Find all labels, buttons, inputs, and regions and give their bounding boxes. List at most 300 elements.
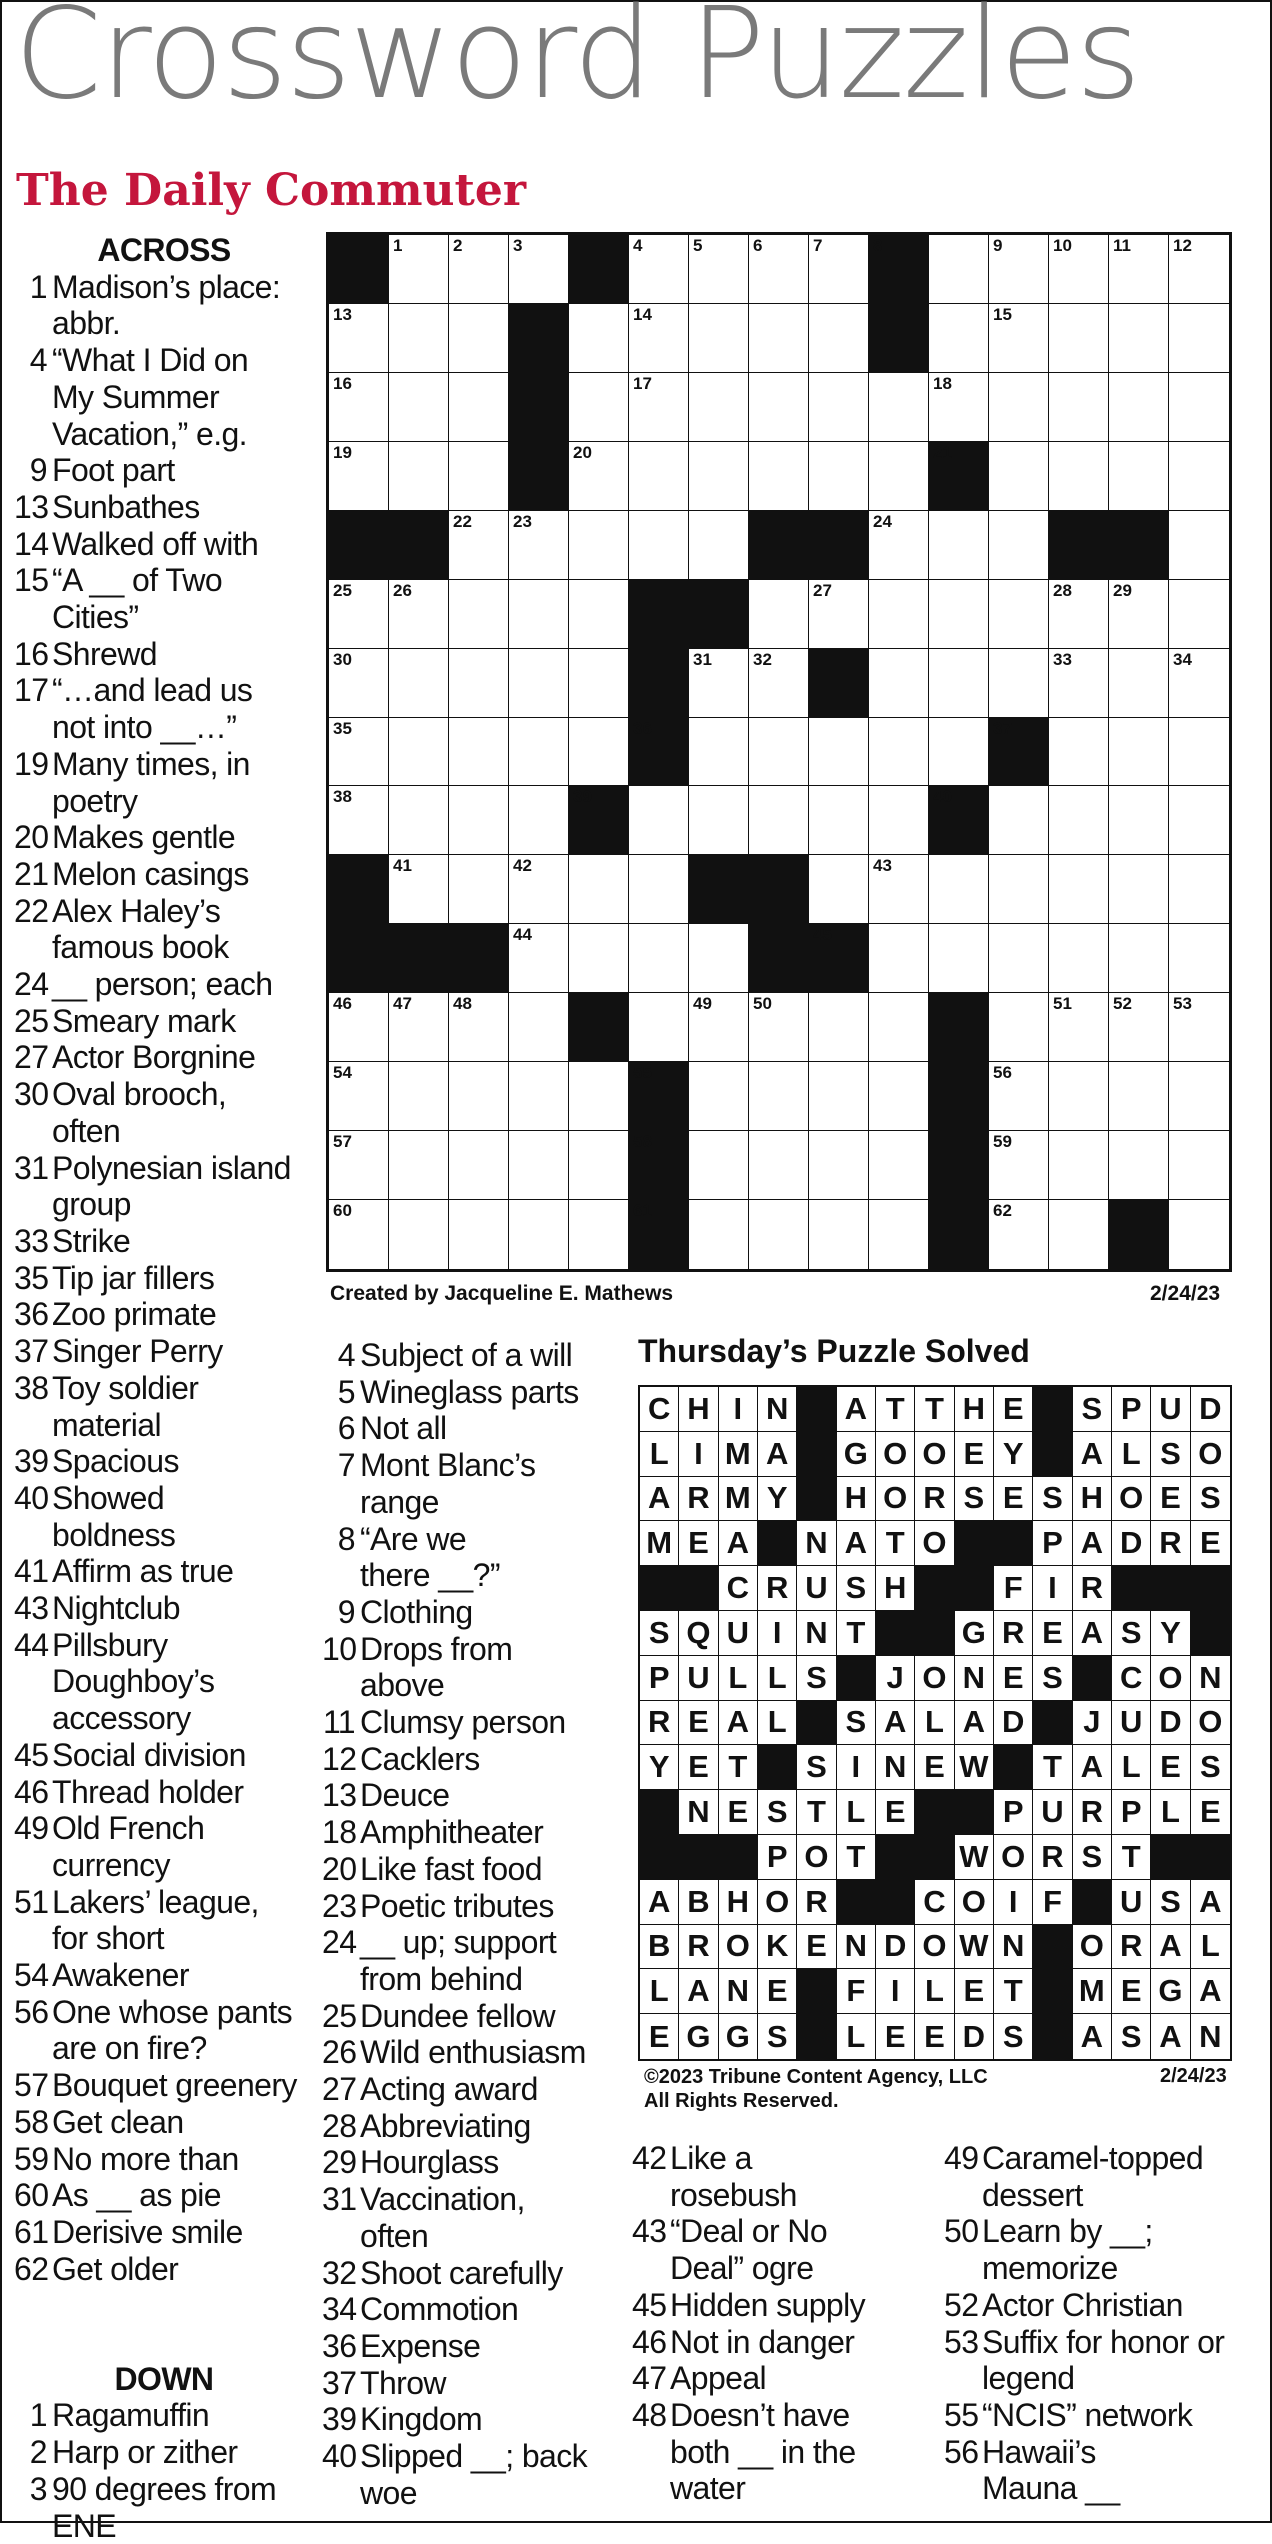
grid-cell[interactable] <box>1169 511 1229 580</box>
grid-cell[interactable] <box>929 718 989 787</box>
across-list <box>14 269 314 2288</box>
solution-letter: S <box>994 2014 1033 2059</box>
grid-cell[interactable] <box>929 511 989 580</box>
clue-text-line: Dundee fellow <box>360 1997 555 2034</box>
grid-cell[interactable] <box>809 1062 869 1131</box>
grid-cell[interactable] <box>449 855 509 924</box>
solution-letter: S <box>1033 1656 1072 1701</box>
solution-letter: O <box>797 1835 836 1880</box>
clue-number: 60 <box>14 2177 49 2214</box>
grid-cell[interactable] <box>869 786 929 855</box>
solution-letter: A <box>1073 2014 1112 2059</box>
grid-cell[interactable] <box>1049 304 1109 373</box>
grid-cell[interactable] <box>449 1200 509 1269</box>
grid-cell[interactable] <box>509 235 569 304</box>
grid-cell[interactable] <box>1049 1131 1109 1200</box>
grid-cell[interactable] <box>1049 786 1109 855</box>
grid-cell[interactable] <box>1049 442 1109 511</box>
clue-item <box>322 1337 622 1374</box>
grid-cell[interactable] <box>569 649 629 718</box>
clue-text-line: Hourglass <box>360 2144 499 2181</box>
grid-cell[interactable] <box>1109 235 1169 304</box>
grid-cell[interactable] <box>629 442 689 511</box>
grid-cell[interactable] <box>329 786 389 855</box>
grid-cell[interactable] <box>1109 304 1169 373</box>
clue-number: 18 <box>322 1814 357 1851</box>
grid-cell[interactable] <box>1109 373 1169 442</box>
grid-cell[interactable] <box>1109 855 1169 924</box>
grid-cell[interactable] <box>869 1062 929 1131</box>
grid-cell[interactable] <box>1169 718 1229 787</box>
grid-cell[interactable] <box>569 373 629 442</box>
grid-cell[interactable] <box>509 649 569 718</box>
grid-cell[interactable] <box>629 993 689 1062</box>
grid-cell[interactable] <box>509 718 569 787</box>
clue-text-line: for short <box>52 1920 164 1957</box>
solution-letter: L <box>837 1790 876 1835</box>
cell-number: 38 <box>333 787 352 807</box>
grid-cell[interactable] <box>749 718 809 787</box>
grid-cell[interactable] <box>509 924 569 993</box>
grid-cell[interactable] <box>989 855 1049 924</box>
grid-cell[interactable] <box>329 1062 389 1131</box>
grid-cell[interactable] <box>1109 1131 1169 1200</box>
grid-block-cell <box>629 1131 689 1200</box>
grid-cell[interactable] <box>689 235 749 304</box>
clue-item <box>14 269 314 342</box>
clue-number: 49 <box>944 2140 979 2176</box>
grid-cell[interactable] <box>929 235 989 304</box>
grid-cell[interactable] <box>749 993 809 1062</box>
grid-cell[interactable] <box>389 442 449 511</box>
clue-item <box>14 672 314 745</box>
grid-cell[interactable] <box>389 1131 449 1200</box>
solution-letter: A <box>955 1701 994 1746</box>
clue-text-line: Not all <box>360 1410 447 1447</box>
grid-cell[interactable] <box>1049 1200 1109 1269</box>
grid-cell[interactable] <box>689 1062 749 1131</box>
grid-block-cell <box>629 649 689 718</box>
grid-cell[interactable] <box>989 304 1049 373</box>
page-title: Crossword Puzzles <box>14 0 1140 127</box>
solution-block-cell <box>797 1701 836 1746</box>
grid-cell[interactable] <box>1169 235 1229 304</box>
grid-cell[interactable] <box>989 993 1049 1062</box>
grid-block-cell <box>1109 511 1169 580</box>
clue-text-line: Caramel-topped <box>982 2140 1204 2176</box>
grid-cell[interactable] <box>329 442 389 511</box>
solution-block-cell <box>994 1745 1033 1790</box>
grid-cell[interactable] <box>1049 855 1109 924</box>
clue-item <box>14 2067 314 2104</box>
grid-cell[interactable] <box>449 1131 509 1200</box>
grid-cell[interactable] <box>1049 235 1109 304</box>
solution-letter: E <box>994 1656 1033 1701</box>
grid-cell[interactable] <box>749 649 809 718</box>
solution-letter: L <box>719 1656 758 1701</box>
clue-text-line: Subject of a will <box>360 1337 573 1373</box>
solution-letter: P <box>994 1790 1033 1835</box>
grid-cell[interactable] <box>929 580 989 649</box>
cell-number: 36 <box>633 718 652 738</box>
grid-cell[interactable] <box>749 235 809 304</box>
solution-letter: A <box>1151 2014 1190 2059</box>
grid-cell[interactable] <box>569 855 629 924</box>
grid-cell[interactable] <box>689 304 749 373</box>
grid-cell[interactable] <box>449 993 509 1062</box>
solution-block-cell <box>797 1477 836 1522</box>
grid-cell[interactable] <box>809 373 869 442</box>
grid-cell[interactable] <box>989 580 1049 649</box>
grid-cell[interactable] <box>1169 304 1229 373</box>
grid-cell[interactable] <box>629 373 689 442</box>
grid-cell[interactable] <box>689 786 749 855</box>
grid-cell[interactable] <box>869 1131 929 1200</box>
grid-cell[interactable] <box>629 304 689 373</box>
solution-letter: T <box>994 1969 1033 2014</box>
grid-cell[interactable] <box>809 993 869 1062</box>
solution-letter: A <box>837 1521 876 1566</box>
grid-cell[interactable] <box>749 1200 809 1269</box>
clue-item <box>14 452 314 489</box>
grid-cell[interactable] <box>509 1200 569 1269</box>
clue-text-line: from behind <box>360 1960 523 1997</box>
grid-cell[interactable] <box>809 304 869 373</box>
solution-letter: E <box>1112 1969 1151 2014</box>
grid-cell[interactable] <box>389 1200 449 1269</box>
cell-number: 57 <box>333 1132 352 1152</box>
clue-text-line: Spacious <box>52 1443 179 1480</box>
grid-cell[interactable] <box>509 1062 569 1131</box>
clue-text-line: currency <box>52 1846 170 1883</box>
grid-cell[interactable] <box>1169 649 1229 718</box>
solution-letter: R <box>679 1925 718 1970</box>
grid-cell[interactable] <box>449 304 509 373</box>
grid-cell[interactable] <box>569 442 629 511</box>
solution-letter: A <box>1073 1521 1112 1566</box>
grid-cell[interactable] <box>989 1131 1049 1200</box>
grid-cell[interactable] <box>1169 580 1229 649</box>
grid-cell[interactable] <box>1169 373 1229 442</box>
grid-cell[interactable] <box>1169 1200 1229 1269</box>
grid-cell[interactable] <box>1109 993 1169 1062</box>
grid-cell[interactable] <box>629 511 689 580</box>
grid-cell[interactable] <box>569 924 629 993</box>
solution-block-cell <box>797 2014 836 2059</box>
grid-cell[interactable] <box>869 442 929 511</box>
solution-letter: E <box>719 1790 758 1835</box>
clue-text-line: Actor Borgnine <box>52 1039 256 1076</box>
solution-letter: P <box>640 1656 679 1701</box>
solution-letter: R <box>1073 1790 1112 1835</box>
grid-cell[interactable] <box>809 442 869 511</box>
grid-cell[interactable] <box>569 1062 629 1131</box>
grid-cell[interactable] <box>989 373 1049 442</box>
grid-cell[interactable] <box>389 855 449 924</box>
grid-cell[interactable] <box>329 649 389 718</box>
clue-item <box>322 2144 622 2181</box>
clue-item <box>14 526 314 563</box>
clue-number: 55 <box>944 2396 979 2433</box>
grid-cell[interactable] <box>569 580 629 649</box>
clue-number: 27 <box>322 2071 357 2108</box>
solution-letter: A <box>758 1432 797 1477</box>
grid-cell[interactable] <box>749 304 809 373</box>
grid-cell[interactable] <box>749 1062 809 1131</box>
solution-block-cell <box>1033 1969 1072 2014</box>
grid-cell[interactable] <box>989 1200 1049 1269</box>
grid-cell[interactable] <box>449 1062 509 1131</box>
grid-cell[interactable] <box>1169 924 1229 993</box>
solution-letter: J <box>876 1656 915 1701</box>
grid-cell[interactable] <box>869 511 929 580</box>
grid-cell[interactable] <box>1049 993 1109 1062</box>
solution-letter: A <box>1073 1432 1112 1477</box>
grid-cell[interactable] <box>329 373 389 442</box>
grid-cell[interactable] <box>989 786 1049 855</box>
grid-cell[interactable] <box>1169 1131 1229 1200</box>
solution-letter: S <box>797 1656 836 1701</box>
grid-cell[interactable] <box>869 580 929 649</box>
clue-item <box>322 2365 622 2402</box>
grid-cell[interactable] <box>449 511 509 580</box>
clue-item <box>632 2397 942 2507</box>
grid-cell[interactable] <box>1049 649 1109 718</box>
grid-cell[interactable] <box>749 373 809 442</box>
grid-cell[interactable] <box>509 855 569 924</box>
clue-number: 62 <box>14 2250 49 2287</box>
cell-number: 9 <box>993 236 1003 255</box>
solution-letter: E <box>955 1969 994 2014</box>
grid-cell[interactable] <box>809 235 869 304</box>
solution-block-cell <box>640 1790 679 1835</box>
grid-cell[interactable] <box>869 993 929 1062</box>
grid-cell[interactable] <box>1109 442 1169 511</box>
grid-cell[interactable] <box>569 1131 629 1200</box>
grid-cell[interactable] <box>449 580 509 649</box>
grid-cell[interactable] <box>989 924 1049 993</box>
grid-cell[interactable] <box>329 304 389 373</box>
grid-cell[interactable] <box>929 304 989 373</box>
grid-cell[interactable] <box>389 373 449 442</box>
grid-cell[interactable] <box>329 1131 389 1200</box>
grid-cell[interactable] <box>329 718 389 787</box>
grid-cell[interactable] <box>629 786 689 855</box>
grid-cell[interactable] <box>689 511 749 580</box>
grid-cell[interactable] <box>1109 718 1169 787</box>
clue-text-line: Derisive smile <box>52 2213 243 2250</box>
grid-cell[interactable] <box>749 580 809 649</box>
grid-cell[interactable] <box>989 649 1049 718</box>
grid-cell[interactable] <box>989 511 1049 580</box>
grid-cell[interactable] <box>689 373 749 442</box>
grid-cell[interactable] <box>929 373 989 442</box>
grid-cell[interactable] <box>629 855 689 924</box>
clue-text-line: Lakers’ league, <box>52 1883 259 1920</box>
grid-cell[interactable] <box>689 442 749 511</box>
grid-cell[interactable] <box>869 649 929 718</box>
clue-text-line: Tip jar fillers <box>52 1259 215 1296</box>
grid-cell[interactable] <box>389 718 449 787</box>
grid-cell[interactable] <box>1169 442 1229 511</box>
clue-number: 37 <box>14 1333 49 1370</box>
grid-cell[interactable] <box>689 924 749 993</box>
solution-letter: I <box>837 1745 876 1790</box>
grid-cell[interactable] <box>929 924 989 993</box>
clue-number: 58 <box>14 2103 49 2140</box>
grid-cell[interactable] <box>449 649 509 718</box>
grid-cell[interactable] <box>989 235 1049 304</box>
grid-cell[interactable] <box>809 718 869 787</box>
grid-cell[interactable] <box>389 649 449 718</box>
grid-cell[interactable] <box>509 1131 569 1200</box>
grid-cell[interactable] <box>689 993 749 1062</box>
clue-text-line: there __?” <box>360 1557 500 1594</box>
grid-cell[interactable] <box>389 786 449 855</box>
clue-item <box>14 2434 314 2471</box>
grid-cell[interactable] <box>869 1200 929 1269</box>
grid-block-cell <box>629 580 689 649</box>
grid-cell[interactable] <box>569 304 629 373</box>
solution-letter: D <box>1151 1701 1190 1746</box>
grid-cell[interactable] <box>809 1200 869 1269</box>
clue-item <box>322 1704 622 1741</box>
grid-cell[interactable] <box>1109 924 1169 993</box>
grid-cell[interactable] <box>449 718 509 787</box>
cell-number: 16 <box>333 373 352 393</box>
clue-text-line: are on fire? <box>52 2030 207 2067</box>
grid-cell[interactable] <box>1049 718 1109 787</box>
clue-number: 40 <box>14 1479 49 1516</box>
clue-item <box>322 2255 622 2292</box>
grid-cell[interactable] <box>869 924 929 993</box>
solution-letter: Y <box>994 1432 1033 1477</box>
grid-cell[interactable] <box>869 855 929 924</box>
grid-cell[interactable] <box>689 718 749 787</box>
grid-block-cell <box>929 1062 989 1131</box>
clue-number: 9 <box>337 1593 355 1630</box>
grid-cell[interactable] <box>389 1062 449 1131</box>
grid-cell[interactable] <box>1049 1062 1109 1131</box>
grid-cell[interactable] <box>569 1200 629 1269</box>
grid-cell[interactable] <box>329 993 389 1062</box>
clue-text-line: Deuce <box>360 1777 450 1814</box>
solution-letter: E <box>797 1925 836 1970</box>
solution-letter: A <box>719 1701 758 1746</box>
grid-cell[interactable] <box>869 373 929 442</box>
grid-cell[interactable] <box>929 649 989 718</box>
grid-cell[interactable] <box>1049 373 1109 442</box>
grid-cell[interactable] <box>869 718 929 787</box>
solution-letter: W <box>955 1835 994 1880</box>
grid-cell[interactable] <box>389 993 449 1062</box>
grid-cell[interactable] <box>509 786 569 855</box>
grid-cell[interactable] <box>809 580 869 649</box>
grid-cell[interactable] <box>1109 1062 1169 1131</box>
grid-cell[interactable] <box>989 1062 1049 1131</box>
solution-letter: I <box>876 1969 915 2014</box>
clue-number: 45 <box>14 1736 49 1773</box>
grid-cell[interactable] <box>749 442 809 511</box>
clue-number: 43 <box>14 1590 49 1627</box>
grid-cell[interactable] <box>1049 580 1109 649</box>
solution-block-cell <box>1151 1566 1190 1611</box>
grid-cell[interactable] <box>1109 649 1169 718</box>
grid-cell[interactable] <box>689 1131 749 1200</box>
grid-cell[interactable] <box>1169 1062 1229 1131</box>
solution-letter: N <box>994 1925 1033 1970</box>
grid-cell[interactable] <box>449 235 509 304</box>
solution-letter: W <box>955 1745 994 1790</box>
grid-cell[interactable] <box>1109 580 1169 649</box>
grid-cell[interactable] <box>389 235 449 304</box>
grid-cell[interactable] <box>1049 924 1109 993</box>
grid-cell[interactable] <box>569 511 629 580</box>
solution-letter: S <box>758 2014 797 2059</box>
clue-item <box>322 1924 622 1997</box>
clue-item <box>14 1333 314 1370</box>
grid-cell[interactable] <box>809 855 869 924</box>
solution-letter: O <box>719 1925 758 1970</box>
grid-cell[interactable] <box>749 786 809 855</box>
grid-cell[interactable] <box>749 1131 809 1200</box>
solution-letter: E <box>1151 1477 1190 1522</box>
solution-letter: E <box>994 1387 1033 1432</box>
grid-cell[interactable] <box>569 718 629 787</box>
grid-cell[interactable] <box>929 855 989 924</box>
grid-cell[interactable] <box>1169 993 1229 1062</box>
grid-cell[interactable] <box>629 235 689 304</box>
solution-letter: R <box>994 1611 1033 1656</box>
grid-cell[interactable] <box>1169 855 1229 924</box>
grid-cell[interactable] <box>389 304 449 373</box>
cell-number: 62 <box>993 1201 1012 1221</box>
solution-block-cell <box>915 1790 954 1835</box>
solution-block-cell <box>797 1969 836 2014</box>
cell-number: 49 <box>693 994 712 1014</box>
grid-cell[interactable] <box>509 511 569 580</box>
grid-cell[interactable] <box>449 442 509 511</box>
grid-cell[interactable] <box>689 649 749 718</box>
grid-cell[interactable] <box>1109 786 1169 855</box>
solution-letter: L <box>1112 1432 1151 1477</box>
solution-letter: P <box>758 1835 797 1880</box>
clue-item <box>322 1777 622 1814</box>
grid-cell[interactable] <box>449 373 509 442</box>
grid-cell[interactable] <box>629 924 689 993</box>
grid-cell[interactable] <box>1169 786 1229 855</box>
grid-cell[interactable] <box>809 1131 869 1200</box>
clue-item <box>14 489 314 526</box>
grid-cell[interactable] <box>449 786 509 855</box>
grid-block-cell <box>809 649 869 718</box>
clue-text-line: Social division <box>52 1736 246 1773</box>
grid-cell[interactable] <box>329 580 389 649</box>
grid-cell[interactable] <box>389 580 449 649</box>
clue-text-line: Affirm as true <box>52 1553 234 1590</box>
grid-cell[interactable] <box>689 1200 749 1269</box>
grid-cell[interactable] <box>509 993 569 1062</box>
solution-letter: B <box>640 1925 679 1970</box>
grid-cell[interactable] <box>989 442 1049 511</box>
cell-number: 59 <box>993 1132 1012 1152</box>
solution-block-cell <box>1033 1432 1072 1477</box>
grid-cell[interactable] <box>509 580 569 649</box>
solution-letter: N <box>1199 2018 1222 2054</box>
grid-block-cell <box>809 924 869 993</box>
grid-cell[interactable] <box>329 1200 389 1269</box>
grid-cell[interactable] <box>809 786 869 855</box>
